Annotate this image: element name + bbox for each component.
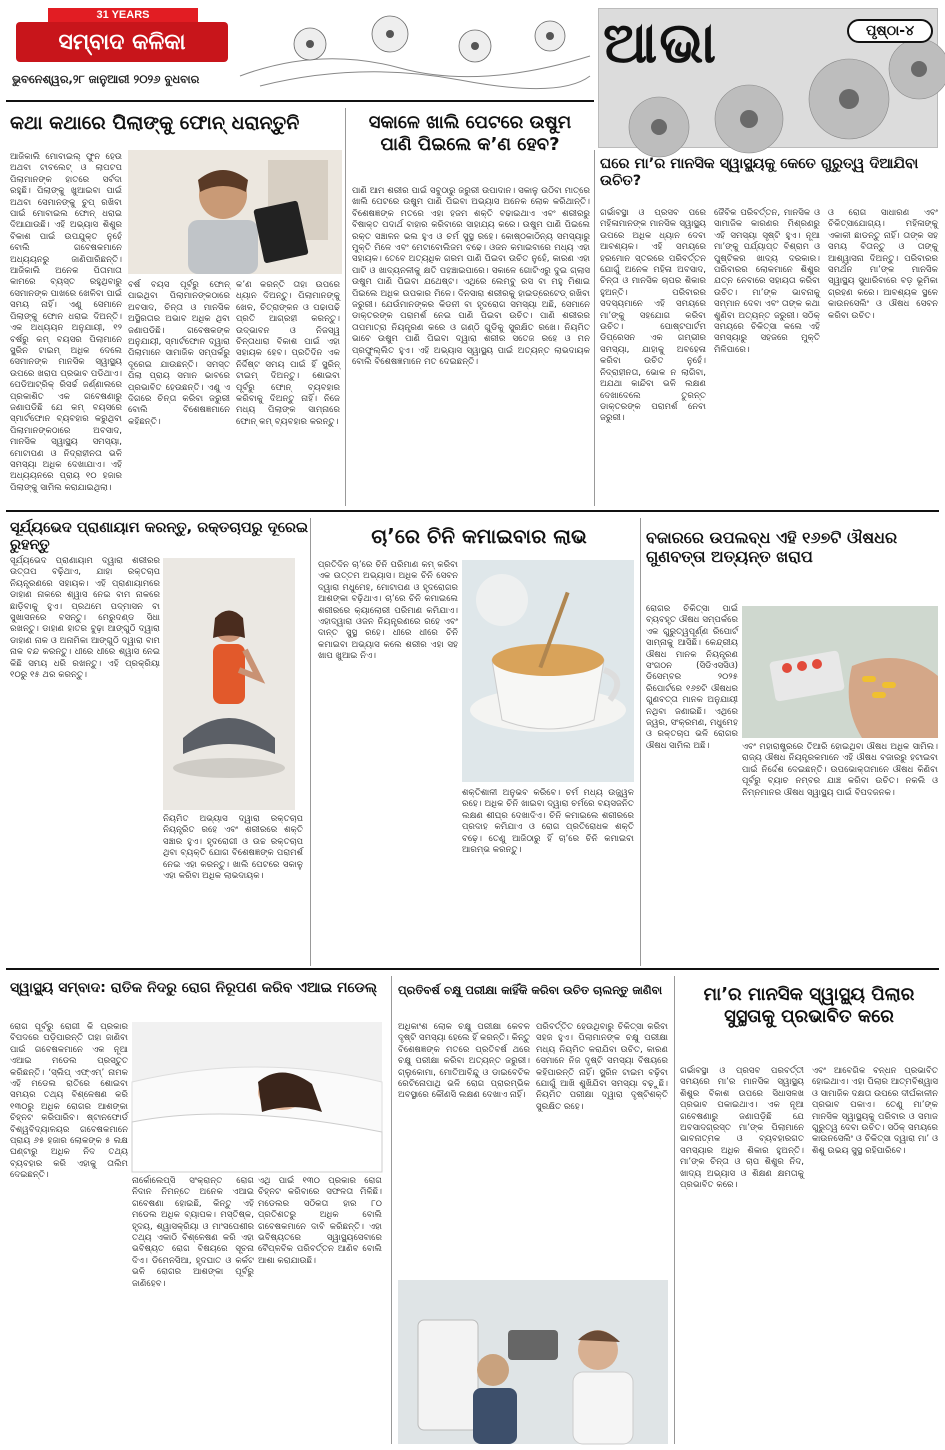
cup-of-tea-image [462,560,634,782]
section-banner [598,8,938,148]
story2-body: ପାଣି ଆମ ଶରୀର ପାଇଁ ସବୁଠାରୁ ଜରୁରୀ ଉପାଦାନ। ସକାଳୁ ଉଠିବା ମାତ୍ରେ ଖାଲି ପେଟରେ ଉଷୁମ ପାଣି ପିଇବା ଅଭ୍ୟାସ ଅନେକ ଲୋକ କରିଥାନ୍ତି। ବିଶେଷଜ୍ଞଙ୍କ ମତରେ ଏହା ହଜମ ଶକ୍ତି ବଢାଇଥାଏ ଏବଂ ଶରୀରରୁ ବିଷାକ୍ତ ପଦାର୍ଥ ବାହାର କରିବାରେ ସାହାଯ୍ୟ କରେ। ଉଷୁମ ପାଣି ପିଇଲେ ରକ୍ତ ସଞ୍ଚାଳନ ଭଲ ହୁଏ ଓ ଚର୍ମ ସୁସ୍ଥ ରହେ। କୋଷ୍ଠକାଠିନ୍ୟ ସମସ୍ୟାରୁ ମୁକ୍ତି ମିଳେ ଏବଂ ମେଟାବୋଲିଜମ ବଢେ। ଓଜନ କମାଇବାରେ ମଧ୍ୟ ଏହା ସହାୟକ। ତେବେ ଅତ୍ୟଧିକ ଗରମ ପାଣି ପିଇବା ଉଚିତ ନୁହେଁ, କାରଣ ଏହା ପାଟି ଓ ଖାଦ୍ୟନଳୀକୁ କ୍ଷତି ପହଞ୍ଚାଇପାରେ। ସକାଳେ ଗୋଟିଏରୁ ଦୁଇ ଗ୍ଲାସ ଉଷୁମ ପାଣି ପିଇବା ଯଥେଷ୍ଟ। ଏଥିରେ ଲେମ୍ବୁ ରସ ବା ମହୁ ମିଶାଇ ପିଇଲେ ଅଧିକ ଉପକାର ମିଳେ। ଦିନସାରା ଶରୀରକୁ ହାଇଡ୍ରେଟେଡ୍ ରଖିବା ଜରୁରୀ। ଯେଉଁମାନଙ୍କର କିଡନୀ ବା ହୃଦରୋଗ ସମସ୍ୟା ଅଛି, ସେମାନେ ଡାକ୍ତରଙ୍କ ପରାମର୍ଶ ନେଇ ପାଣି ପିଇବା ଉଚିତ। ପାଣି ଶରୀରର ତାପମାତ୍ରା ନିୟନ୍ତ୍ରଣ କରେ ଓ ଗଣ୍ଠି ଗୁଡିକୁ ସୁରକ୍ଷିତ ରଖେ। ନିୟମିତ ଭାବେ ଉଷୁମ ପାଣି ପିଇବା ଦ୍ୱାରା ଶରୀର ସତେଜ ରହେ ଓ ମନ ପ୍ରଫୁଲ୍ଲିତ ହୁଏ। ଏହି ଅଭ୍ୟାସ ସ୍ୱାସ୍ଥ୍ୟ ପାଇଁ ଅତ୍ୟନ୍ତ ଲାଭଦାୟକ ବୋଲି ବିଶେଷଜ୍ଞମାନେ ମତ ଦେଇଛନ୍ତି। [352,186,590,368]
story6-body-continued: ଏବଂ ମହାରାଷ୍ଟ୍ରରେ ତିଆରି ହୋଇଥିବା ଔଷଧ ଅଧିକ ସାମିଲ। ରାଜ୍ୟ ଔଷଧ ନିୟନ୍ତ୍ରକମାନେ ଏହି ଔଷଧ ବଜାରରୁ ହଟାଇବା ପାଇଁ ନିର୍ଦ୍ଦେଶ ଦେଇଛନ୍ତି। ଉପଭୋକ୍ତାମାନେ ଔଷଧ କିଣିବା ପୂର୍ବରୁ ବ୍ୟାଚ ନମ୍ବର ଯାଞ୍ଚ କରିବା ଉଚିତ। ନକଲି ଓ ନିମ୍ନମାନର ଔଷଧ ସ୍ୱାସ୍ଥ୍ୟ ପାଇଁ ବିପଦଜନକ। [742,742,938,798]
story7-column-1: ରୋଗ ପୂର୍ବରୁ ରୋଗୀ କି ପ୍ରକାର ବିପଦରେ ପଡ଼ିପାରନ୍ତି ତାହା ଜାଣିବା ପାଇଁ ଗବେଷକମାନେ ଏକ ନୂଆ ଏଆଇ ମଡେଲ ପ୍ରସ୍ତୁତ କରିଛନ୍ତି। ‘ସ୍ଲିପ୍ ଏଫ୍‌ଏମ୍’ ନାମକ ଏହି ମଡେଲ ରାତିରେ ଶୋଇବା ସମୟର ତଥ୍ୟ ବିଶ୍ଳେଷଣ କରି ୧୩୦ରୁ ଅଧିକ ରୋଗର ଆଶଙ୍କା ଚିହ୍ନଟ କରିପାରିବ। ଷ୍ଟାନଫୋର୍ଡ ବିଶ୍ୱବିଦ୍ୟାଳୟର ଗବେଷକମାନେ ପ୍ରାୟ ୬୫ ହଜାର ଲୋକଙ୍କ ୫ ଲକ୍ଷ ଘଣ୍ଟାରୁ ଅଧିକ ନିଦ ତଥ୍ୟ ବ୍ୟବହାର କରି ଏହାକୁ ତାଲିମ ଦେଇଛନ୍ତି। [10,1022,128,1181]
row-rule [6,968,939,970]
story7-column-3: ଏଥି ପାଇଁ ୧୩୦ ପ୍ରକାର ରୋଗ ଚିହ୍ନଟ କରିବାରେ ସଫଳତା ମିଳିଛି। ମଡେଲର ସଠିକତା ହାର ୮୦ ପ୍ରତିଶତରୁ ଅଧିକ ବୋଲି ଗବେଷକମାନେ ଦାବି କରିଛନ୍ତି। ଏହା ଭବିଷ୍ୟତରେ ସ୍ୱାସ୍ଥ୍ୟସେବାରେ ବୈପ୍ଳବିକ ପରିବର୍ତ୍ତନ ଆଣିବ ବୋଲି ଆଶା କରାଯାଉଛି। [258,1176,382,1266]
row-rule [6,510,939,512]
story4-body-continued: ନିୟମିତ ଅଭ୍ୟାସ ଦ୍ୱାରା ରକ୍ତଚାପ ନିୟନ୍ତ୍ରିତ ରହେ ଏବଂ ଶରୀରରେ ଶକ୍ତି ସଞ୍ଚାର ହୁଏ। ହୃଦରୋଗୀ ଓ ଉଚ୍ଚ ରକ୍ତଚାପ ଥିବା ବ୍ୟକ୍ତି ଯୋଗ ବିଶେଷଜ୍ଞଙ୍କ ପରାମର୍ଶ ନେଇ ଏହା କରନ୍ତୁ। ଖାଲି ପେଟରେ ସକାଳୁ ଏହା କରିବା ଅଧିକ ଲାଭଦାୟକ। [163,814,303,882]
logo-wordmark: ସମ୍ବାଦ କଳିକା [16,22,228,62]
story4-photo-yoga [163,558,295,810]
column-divider [594,150,595,506]
story5-column-1: ପ୍ରତିଦିନ ଚା’ରେ ଚିନି ପରିମାଣ କମ୍ କରିବା ଏକ ଉତ୍ତମ ଅଭ୍ୟାସ। ଅଧିକ ଚିନି ସେବନ ଦ୍ୱାରା ମଧୁମେହ, ମୋଟାପଣ ଓ ହୃଦରୋଗର ଆଶଙ୍କା ବଢ଼ିଥାଏ। ଚା’ରେ ଚିନି କମାଇଲେ ଶରୀରରେ କ୍ୟାଲୋରୀ ପରିମାଣ କମିଯାଏ। ଏହାଦ୍ୱାରା ଓଜନ ନିୟନ୍ତ୍ରଣରେ ରହେ ଏବଂ ଦାନ୍ତ ସୁସ୍ଥ ରହେ। ଧୀରେ ଧୀରେ ଚିନି କମାଇବା ଅଭ୍ୟାସ କଲେ ଶରୀର ଏହା ସହ ଖାପ ଖୁଆଇ ନିଏ। [318,560,458,662]
story2-headline: ସକାଳେ ଖାଲି ପେଟରେ ଉଷୁମ ପାଣି ପିଇଲେ କ’ଣ ହେବ? [368,112,572,155]
column-divider [310,518,311,966]
story6-headline: ବଜାରରେ ଉପଲବ୍ଧ ଏହି ୧୬୭ଟି ଔଷଧର ଗୁଣବତ୍ତା ଅତ୍ୟନ୍ତ ଖରାପ [646,528,898,567]
masthead-rule [6,100,594,102]
page-number-badge: ପୃଷ୍ଠା-୪ [847,19,933,43]
boy-with-tablet-image [128,150,342,274]
story8-photo-eye-exam [398,1280,668,1444]
section-title: ଆଭା [603,11,719,76]
story1-photo-boy-with-phone [128,150,342,274]
woman-doing-pranayama-image [163,558,295,810]
story8-column-2: ପରିବର୍ତ୍ତିତ ହେଉଥିବାରୁ ଚିକିତ୍ସା କରିବା ସହଜ ହୁଏ। ପିଲାମାନଙ୍କ ଚକ୍ଷୁ ପରୀକ୍ଷା ମଧ୍ୟ ନିୟମିତ କରାଯିବା ଉଚିତ, କାରଣ ସେମାନେ ନିଜ ଦୃଷ୍ଟି ସମସ୍ୟା ବିଷୟରେ କହିପାରନ୍ତି ନାହିଁ। ସ୍କ୍ରିନ ଟାଇମ ବଢ଼ିବା ଯୋଗୁଁ ଆଖି ଶୁଖିଯିବା ସମସ୍ୟା ବଢ଼ୁଛି। ନିୟମିତ ପରୀକ୍ଷା ଦ୍ୱାରା ଦୃଷ୍ଟିଶକ୍ତି ସୁରକ୍ଷିତ ରହେ। [536,1022,668,1112]
story8-headline: ପ୍ରତିବର୍ଷ ଚକ୍ଷୁ ପରୀକ୍ଷା କାହିଁକି କରିବା ଉଚିତ ଚାଲନ୍ତୁ ଜାଣିବା [398,983,663,997]
woman-sleeping-image [132,1022,382,1172]
column-divider [640,518,641,966]
dateline: ଭୁବନେଶ୍ୱର,୨୮ ଜାନୁଆରୀ ୨୦୨୬ ବୁଧବାର [12,72,200,86]
story9-column-2: ଏବଂ ଆବେଗିକ ବନ୍ଧନ ପ୍ରଭାବିତ ହୋଇଥାଏ। ଏହା ପିଲାର ଆତ୍ମବିଶ୍ୱାସ ଓ ସାମାଜିକ ଦକ୍ଷତା ଉପରେ ଦୀର୍ଘକାଳୀନ ପ୍ରଭାବ ପକାଏ। ତେଣୁ ମା’ଙ୍କ ମାନସିକ ସ୍ୱାସ୍ଥ୍ୟକୁ ପରିବାର ଓ ସମାଜ ଗୁରୁତ୍ୱ ଦେବା ଉଚିତ। ସଠିକ୍ ସମୟରେ କାଉନସେଲିଂ ଓ ଚିକିତ୍ସା ଦ୍ୱାରା ମା’ ଓ ଶିଶୁ ଉଭୟ ସୁସ୍ଥ ରହିପାରିବେ। [812,1066,938,1156]
column-divider [674,976,675,1444]
story1-column-1: ଆଜିକାଲି ମୋବାଇଲ୍ ଫୁନ ହେଉ ଅଥବା ଟାବଲେଟ୍ ଓ ଲାପଟପ ପିଲାମାନଙ୍କ ହାତରେ ସର୍ବଦା ରହୁଛି। ପିଲାଙ୍କୁ ଖୁଆଇବା ପାଇଁ ଅଥବା ସେମାନଙ୍କୁ ଚୁପ୍ ରଖିବା ପାଇଁ ମୋବାଇଲ ଫୋନ୍ ଧରାଇ ଦିଆଯାଉଛି। ଏହି ଅଭ୍ୟାସ ଶିଶୁର ବିକାଶ ପାଇଁ ଉପଯୁକ୍ତ ନୁହେଁ ବୋଲି ଗବେଷକମାନେ ଅଧ୍ୟୟନରୁ ଜାଣିପାରିଛନ୍ତି। ଆଜିକାଲି ଅନେକ ପିତାମାତା କାମରେ ବ୍ୟସ୍ତ ରହୁଥିବାରୁ ସେମାନଙ୍କ ପାଖରେ ଖେଳିବା ପାଇଁ ସମୟ ନାହିଁ। ଏଣୁ ସେମାନେ ପିଲାଙ୍କୁ ଫୋନ ଧରାଇ ଦିଅନ୍ତି। ଏକ ଅଧ୍ୟୟନ ଅନୁଯାୟୀ, ୧୨ ବର୍ଷରୁ କମ୍ ବୟସର ପିଲାମାନେ ସ୍କ୍ରିନ ଟାଇମ୍ ଅଧିକ ଦେଲେ ସେମାନଙ୍କ ମାନସିକ ସ୍ୱାସ୍ଥ୍ୟ ଉପରେ ଖରାପ ପ୍ରଭାବ ପଡିଥାଏ। ପେଡିଆଟ୍ରିକ୍ ରିସର୍ଚ୍ଚ ଜର୍ଣ୍ଣାଲରେ ପ୍ରକାଶିତ ଏକ ଗବେଷଣାରୁ ଜଣାପଡିଛି ଯେ କମ୍ ବୟସରେ ସ୍ମାର୍ଟଫୋନ ବ୍ୟବହାର କରୁଥିବା ପିଲାମାନଙ୍କଠାରେ ଅବସାଦ, ମାନସିକ ସ୍ୱାସ୍ଥ୍ୟ ସମସ୍ୟା, ମୋଟାପଣ ଓ ନିଦ୍ରାହୀନତା ଭଳି ସମସ୍ୟା ଅଧିକ ଦେଖାଯାଏ। ଏହି ଅଧ୍ୟୟନରେ ପ୍ରାୟ ୧୦ ହଜାର ପିଲାଙ୍କୁ ସାମିଲ କରାଯାଇଥିଲା। [10,152,122,493]
column-divider [391,976,392,1444]
story5-column-3: ଶକ୍ତିଶାଳୀ ଅନୁଭବ କରିବେ। ଚର୍ମ ମଧ୍ୟ ଉଜ୍ଜ୍ୱଳ ରହେ। ଅଧିକ ଚିନି ଖାଇବା ଦ୍ୱାରା ଚର୍ମରେ ବୟସଜନିତ ଲକ୍ଷଣ ଶୀଘ୍ର ଦେଖାଦିଏ। ଚିନି କମାଇଲେ ଶରୀରରେ ପ୍ରଦାହ କମିଯାଏ ଓ ରୋଗ ପ୍ରତିରୋଧକ ଶକ୍ତି ବଢ଼େ। ତେଣୁ ଆଜିଠାରୁ ହିଁ ଚା’ରେ ଚିନି କମାଇବା ଆରମ୍ଭ କରନ୍ତୁ। [462,788,634,856]
story6-body: ରୋଗର ଚିକିତ୍ସା ପାଇଁ ବ୍ୟବହୃତ ଔଷଧ ସମ୍ପର୍କରେ ଏକ ଗୁରୁତ୍ୱପୂର୍ଣ୍ଣ ରିପୋର୍ଟ ସାମ୍ନାକୁ ଆସିଛି। କେନ୍ଦ୍ରୀୟ ଔଷଧ ମାନକ ନିୟନ୍ତ୍ରଣ ସଂଗଠନ (ସିଡିଏସସିଓ) ଡିସେମ୍ବର ୨୦୨୫ ରିପୋର୍ଟରେ ୧୬୭ଟି ଔଷଧର ଗୁଣବତ୍ତା ମାନକ ଅନୁଯାୟୀ ନଥିବା ଜଣାଇଛି। ଏଥିରେ ଜ୍ୱର, ସଂକ୍ରମଣ, ମଧୁମେହ ଓ ରକ୍ତଚାପ ଭଳି ରୋଗର ଔଷଧ ସାମିଲ ଅଛି। [646,604,738,751]
story9-headline: ମା’ର ମାନସିକ ସ୍ୱାସ୍ଥ୍ୟ ପିଲାର ସୁସ୍ଥତାକୁ ପ୍ରଭାବିତ କରେ [703,984,915,1027]
story7-photo-sleeping-woman [132,1022,382,1172]
story6-photo-medicines [742,606,938,738]
years-badge: 31 YEARS [48,8,198,22]
story3-column-2: ଜୈବିକ ପରିବର୍ତ୍ତନ, ମାନସିକ ଓ ସାମାଜିକ କାରଣର ମିଶ୍ରଣରୁ ଏହି ସମସ୍ୟା ସୃଷ୍ଟି ହୁଏ। ନୂଆ ମା’ଙ୍କୁ ପର୍ଯ୍ୟାପ୍ତ ବିଶ୍ରାମ ଓ ପୁଷ୍ଟିକର ଖାଦ୍ୟ ଦରକାର। ପରିବାରର ଲୋକମାନେ ଶିଶୁର ଯତ୍ନ ନେବାରେ ସହାୟତା କରିବା ଉଚିତ। ମା’ଙ୍କ ଭାବନାକୁ ସମ୍ମାନ ଦେବା ଏବଂ ତାଙ୍କ କଥା ଶୁଣିବା ଅତ୍ୟନ୍ତ ଜରୁରୀ। ସଠିକ୍ ସମୟରେ ଚିକିତ୍ସା କଲେ ଏହି ସମସ୍ୟାରୁ ସହଜରେ ମୁକ୍ତି ମିଳିପାରେ। [714,208,820,355]
column-divider [345,108,346,506]
eye-examination-image [398,1280,668,1444]
story5-headline: ଚା’ରେ ଚିନି କମାଇବାର ଲାଭ [371,524,587,548]
story4-headline: ସୂର୍ଯ୍ୟଭେଦ ପ୍ରାଣାୟାମ କରନ୍ତୁ, ରକ୍ତଚାପରୁ ଦୂରେଇ ରୁହନ୍ତୁ [10,520,309,554]
story3-column-1: ଗର୍ଭାବସ୍ଥା ଓ ପ୍ରସବ ପରେ ମହିଳାମାନଙ୍କ ମାନସିକ ସ୍ୱାସ୍ଥ୍ୟ ଉପରେ ଅଧିକ ଧ୍ୟାନ ଦେବା ଆବଶ୍ୟକ। ଏହି ସମୟରେ ହରମୋନ ସ୍ତରରେ ପରିବର୍ତ୍ତନ ଯୋଗୁଁ ଅନେକ ମହିଳା ଅବସାଦ, ଚିନ୍ତା ଓ ମାନସିକ ଚାପର ଶିକାର ହୁଅନ୍ତି। ପରିବାରର ସଦସ୍ୟମାନେ ଏହି ସମୟରେ ମା’ଙ୍କୁ ସହଯୋଗ କରିବା ଉଚିତ। ପୋଷ୍ଟପାର୍ଟମ ଡିପ୍ରେସନ ଏକ ଗମ୍ଭୀର ସମସ୍ୟା, ଯାହାକୁ ଅବହେଳା କରିବା ଉଚିତ ନୁହେଁ। ନିଦ୍ରାହୀନତା, ଭୋକ ନ ଲାଗିବା, ଅଯଥା କାନ୍ଦିବା ଭଳି ଲକ୍ଷଣ ଦେଖାଦେଲେ ତୁରନ୍ତ ଡାକ୍ତରଙ୍କ ପରାମର୍ଶ ନେବା ଜରୁରୀ। [600,208,706,424]
story8-column-1: ଅଧିକାଂଶ ଲୋକ ଚକ୍ଷୁ ପରୀକ୍ଷା କେବଳ ଦୃଷ୍ଟି ସମସ୍ୟା ହେଲେ ହିଁ କରନ୍ତି। କିନ୍ତୁ ବିଶେଷଜ୍ଞଙ୍କ ମତରେ ପ୍ରତିବର୍ଷ ଥରେ ଚକ୍ଷୁ ପରୀକ୍ଷା କରିବା ଅତ୍ୟନ୍ତ ଜରୁରୀ। ଗ୍ଲୁକୋମା, ମୋତିଆବିନ୍ଦୁ ଓ ଡାଇବେଟିକ ରେଟିନୋପାଥି ଭଳି ରୋଗ ପ୍ରାରମ୍ଭିକ ଅବସ୍ଥାରେ କୌଣସି ଲକ୍ଷଣ ଦେଖାଏ ନାହିଁ। [398,1022,530,1101]
story9-column-1: ଗର୍ଭାବସ୍ଥା ଓ ପ୍ରସବ ପରବର୍ତ୍ତୀ ସମୟରେ ମା’ର ମାନସିକ ସ୍ୱାସ୍ଥ୍ୟ ଶିଶୁର ବିକାଶ ଉପରେ ସିଧାସଳଖ ପ୍ରଭାବ ପକାଇଥାଏ। ଏକ ନୂଆ ଗବେଷଣାରୁ ଜଣାପଡ଼ିଛି ଯେ ଅବସାଦଗ୍ରସ୍ତ ମା’ଙ୍କ ପିଲାମାନେ ଭାବନାତ୍ମକ ଓ ବ୍ୟବହାରଗତ ସମସ୍ୟାର ଅଧିକ ଶିକାର ହୁଅନ୍ତି। ମା’ଙ୍କ ଚିନ୍ତା ଓ ଚାପ ଶିଶୁର ନିଦ, ଖାଦ୍ୟ ଅଭ୍ୟାସ ଓ ଶିକ୍ଷଣ କ୍ଷମତାକୁ ପ୍ରଭାବିତ କରେ। [680,1066,804,1191]
story4-body: ସୂର୍ଯ୍ୟଭେଦ ପ୍ରାଣାୟାମ ଦ୍ୱାରା ଶରୀରର ଉତ୍ତାପ ବଢ଼ିଥାଏ, ଯାହା ରକ୍ତଚାପ ନିୟନ୍ତ୍ରଣରେ ସହାୟକ। ଏହି ପ୍ରାଣାୟାମରେ ଡାହାଣ ନାକରେ ଶ୍ୱାସ ନେଇ ବାମ ନାକରେ ଛାଡ଼ିବାକୁ ହୁଏ। ପ୍ରଥମେ ପଦ୍ମାସନ ବା ସୁଖାସନରେ ବସନ୍ତୁ। ମେରୁଦଣ୍ଡ ସିଧା ରଖନ୍ତୁ। ଡାହାଣ ହାତର ବୁଢ଼ା ଆଙ୍ଗୁଠି ଦ୍ୱାରା ଡାହାଣ ନାକ ଓ ଅନାମିକା ଆଙ୍ଗୁଠି ଦ୍ୱାରା ବାମ ନାକ ବନ୍ଦ କରନ୍ତୁ। ଧୀରେ ଧୀରେ ଶ୍ୱାସ ନେଇ କିଛି ସମୟ ଧରି ରଖନ୍ତୁ। ଏହି ପ୍ରକ୍ରିୟା ୧୦ରୁ ୧୫ ଥର କରନ୍ତୁ। [10,556,160,681]
story1-column-2: ବର୍ଷ ବୟସ ପୂର୍ବରୁ ଫୋନ୍ ପାଇଥିବା ପିଲାମାନଙ୍କଠାରେ ଅବସାଦ, ଚିନ୍ତା ଓ ମାନସିକ ଅସ୍ଥିରତାର ଅଭାବ ଅଧିକ ଥିବା ଜଣାପଡିଛି। ଗବେଷକଙ୍କ ଅନୁଯାୟୀ, ସ୍ମାର୍ଟଫୋନ ଦ୍ୱାରା ପିଲାମାନେ ସାମାଜିକ ସମ୍ପର୍କରୁ ଦୂରେଇ ଯାଉଛନ୍ତି। ସମସ୍ତ ପିଲା ପ୍ରାୟ ସମାନ ଭାବରେ ପ୍ରଭାବିତ ହେଉଛନ୍ତି। ଏଣୁ ଏ ଦିଗରେ ଚିନ୍ତା କରିବା ଜରୁରୀ ବୋଲି ବିଶେଷଜ୍ଞମାନେ କହିଛନ୍ତି। [128,280,230,427]
story1-column-3: କ’ଣ କରନ୍ତି ତାହା ଉପରେ ଧ୍ୟାନ ଦିଅନ୍ତୁ। ପିଲାମାନଙ୍କୁ ଖେଳ, ଚିତ୍ରାଙ୍କନ ଓ ପଢାପଢି ପ୍ରତି ଆଗ୍ରହୀ କରନ୍ତୁ। ଉଦ୍ଭାବନ ଓ ନିଜସ୍ୱ ଚିନ୍ତାଧାରା ବିକାଶ ପାଇଁ ଏହା ସହାୟକ ହେବ। ପ୍ରତିଦିନ ଏକ ନିର୍ଦ୍ଦିଷ୍ଟ ସମୟ ପାଇଁ ହିଁ ସ୍କ୍ରିନ୍ ଟାଇମ୍ ଦିଅନ୍ତୁ। ଶୋଇବା ପୂର୍ବରୁ ଫୋନ୍ ବ୍ୟବହାର କରିବାକୁ ଦିଅନ୍ତୁ ନାହିଁ। ନିଜେ ମଧ୍ୟ ପିଲାଙ୍କ ସାମ୍ନାରେ ଫୋନ୍ କମ୍ ବ୍ୟବହାର କରନ୍ତୁ। [236,280,340,427]
story7-column-2: ନାର୍କୋଲେପ୍ସି ସଂକ୍ରାନ୍ତ ରୋଗ ନିଦାନ ନିମନ୍ତେ ଅନେକ ଏଆଇ ଗବେଷଣା ହୋଇଛି, କିନ୍ତୁ ଏହି ମଡେଲ ଅଧିକ ବ୍ୟାପକ। ମସ୍ତିଷ୍କ, ହୃଦୟ, ଶ୍ୱାସକ୍ରିୟା ଓ ମାଂସପେଶୀର ତଥ୍ୟ ଏକାଠି ବିଶ୍ଳେଷଣ କରି ଏହା ଭବିଷ୍ୟତ ରୋଗ ବିଷୟରେ ସୂଚନା ଦିଏ। ଡିମେନସିଆ, ହୃଦଘାତ ଓ କର୍କଟ ଭଳି ରୋଗର ଆଶଙ୍କା ପୂର୍ବରୁ ଜାଣିହେବ। [132,1176,254,1289]
story5-photo-tea [462,560,634,782]
flower-decoration [240,6,590,90]
story3-headline: ଘରେ ମା’ର ମାନସିକ ସ୍ୱାସ୍ଥ୍ୟକୁ କେତେ ଗୁରୁତ୍ୱ ଦିଆଯିବା ଉଚିତ? [600,156,919,190]
story3-column-3: ଓ ରୋଗ ସାଧାରଣ ଏବଂ ଚିକିତ୍ସାଯୋଗ୍ୟ। ମହିଳାଙ୍କୁ ଏକାକୀ ଛାଡନ୍ତୁ ନାହିଁ। ତାଙ୍କ ସହ ସମୟ ବିତାନ୍ତୁ ଓ ତାଙ୍କୁ ଆଶ୍ୱାସନା ଦିଅନ୍ତୁ। ପରିବାରର ସମର୍ଥନ ମା’ଙ୍କ ମାନସିକ ସ୍ୱାସ୍ଥ୍ୟ ସୁଧାରିବାରେ ବଡ଼ ଭୂମିକା ଗ୍ରହଣ କରେ। ଆବଶ୍ୟକ ସ୍ଥଳେ କାଉନସେଲିଂ ଓ ଔଷଧ ସେବନ କରିବା ଉଚିତ। [828,208,938,321]
newspaper-logo [8,8,236,68]
pills-in-hand-image [742,606,938,738]
story1-headline: କଥା କଥାରେ ପିଲାଙ୍କୁ ଫୋନ୍ ଧରାନ୍ତୁନି [10,112,300,134]
story7-headline: ସ୍ୱାସ୍ଥ୍ୟ ସମ୍ବାଦ: ରାତିକ ନିଦରୁ ରୋଗ ନିରୂପଣ କରିବ ଏଆଇ ମଡେଲ୍ [10,980,378,996]
